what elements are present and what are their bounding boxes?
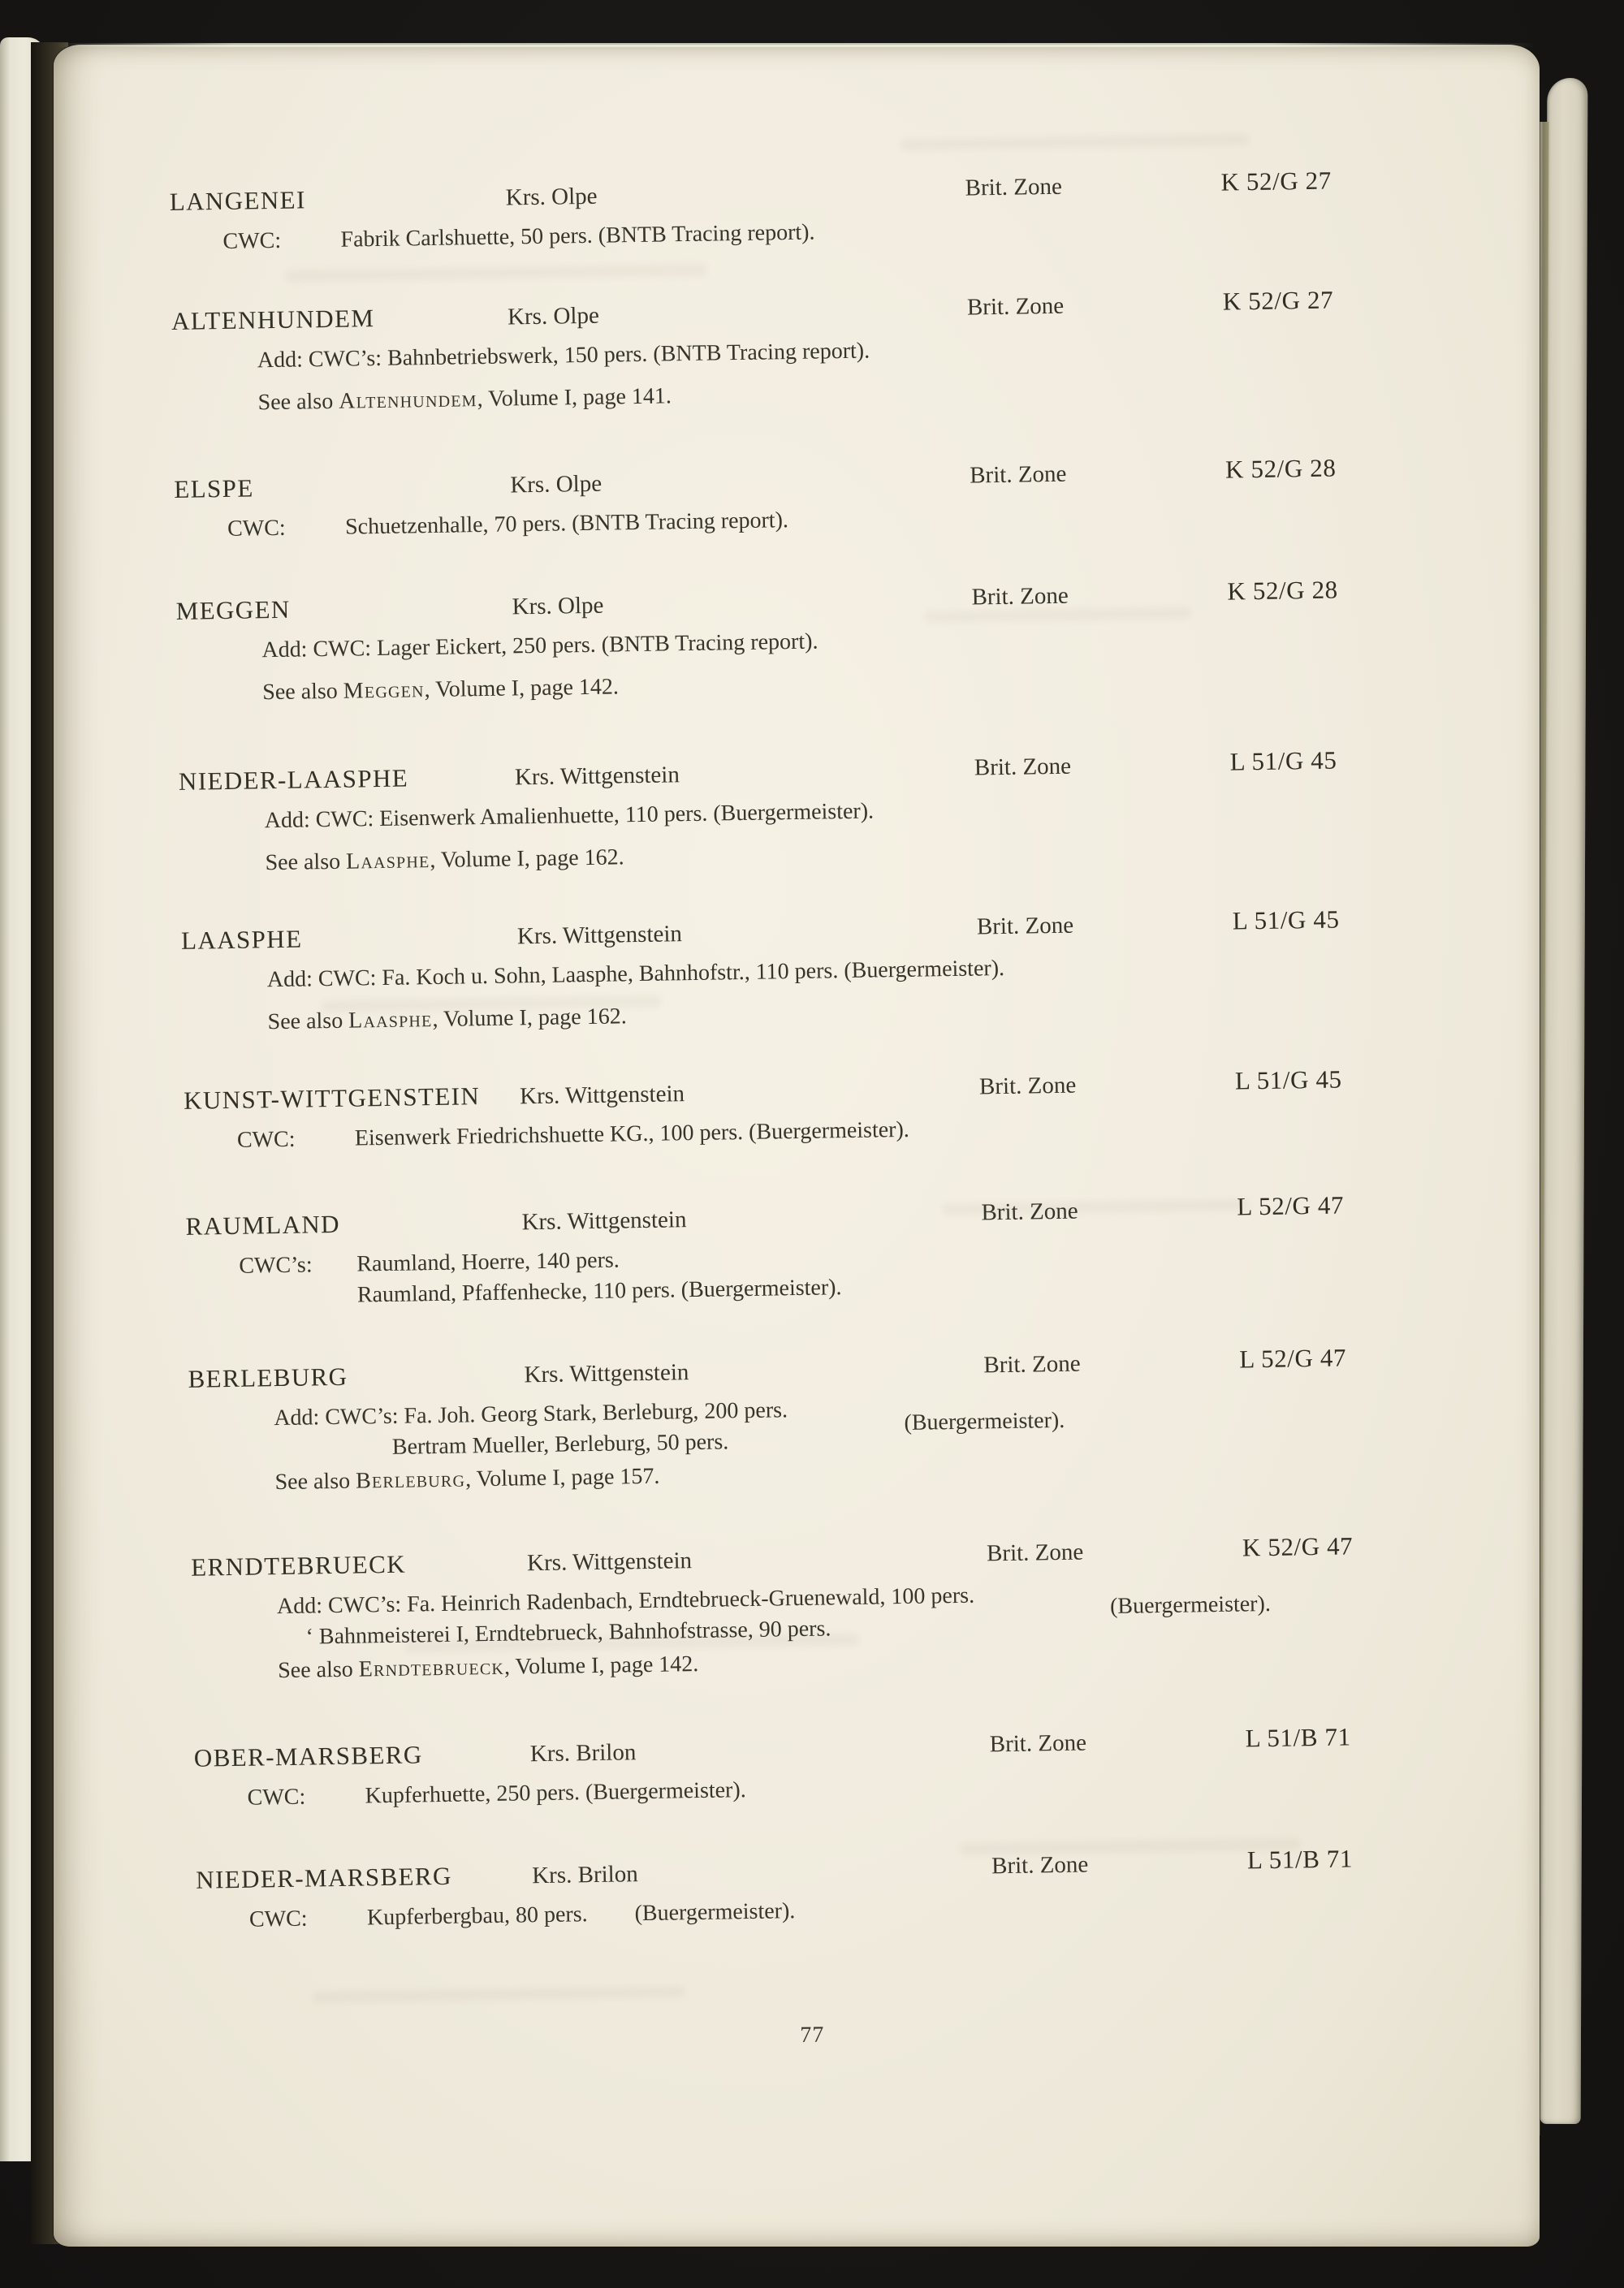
- entry-cwc-line: [222, 220, 814, 255]
- entry-cwc-line-2: Bertram Mueller, Berleburg, 50 pers.: [391, 1429, 729, 1460]
- entry-see-also: [267, 1004, 627, 1035]
- entry-grid-ref: K 52/G 47: [1242, 1531, 1354, 1562]
- entry-add-line: Add: CWC’s: Fa. Heinrich Radenbach, Erndtebrueck-Gruenewald, 100 pers.: [276, 1582, 975, 1620]
- see-also-suffix: , Volume I, page 162.: [432, 1004, 627, 1033]
- entry-grid-ref: K 52/G 28: [1227, 575, 1339, 606]
- entry-source-note: (Buergermeister).: [1109, 1591, 1272, 1620]
- entry-town: ERNDTEBRUECK: [190, 1549, 407, 1582]
- entry-zone: Brit. Zone: [965, 173, 1063, 201]
- entry-cwc-line: [239, 1247, 620, 1279]
- entry-grid-ref: L 51/G 45: [1234, 1064, 1342, 1095]
- see-also-suffix: , Volume I, page 142.: [424, 674, 620, 703]
- cwc-label: CWC:: [222, 227, 282, 254]
- entry-kreis: Krs. Wittgenstein: [514, 762, 680, 791]
- entry-cwc-line-2: ‘ Bahnmeisterei I, Erndtebrueck, Bahnhofstrasse, 90 pers.: [305, 1616, 831, 1650]
- cwc-text: Eisenwerk Friedrichshuette KG., 100 pers. (Buergermeister).: [354, 1116, 910, 1151]
- entry-kreis: Krs. Wittgenstein: [521, 1207, 687, 1236]
- entry-kreis: Krs. Wittgenstein: [519, 1081, 685, 1110]
- entry-grid-ref: K 52/G 27: [1222, 285, 1334, 316]
- entry-kreis: Krs. Wittgenstein: [516, 921, 683, 950]
- cwc-text: Raumland, Hoerre, 140 pers.: [356, 1247, 620, 1277]
- entry-zone: Brit. Zone: [978, 1072, 1077, 1100]
- entry-header: [194, 1723, 1518, 1773]
- cwc-label: CWC:: [227, 515, 286, 542]
- directory-entry: [191, 1532, 1518, 1707]
- cwc-label: CWC:: [248, 1906, 308, 1932]
- entry-zone: Brit. Zone: [989, 1729, 1087, 1758]
- directory-entry: [179, 746, 1505, 922]
- entry-cwc-line: [247, 1777, 746, 1811]
- entry-town: OBER-MARSBERG: [193, 1740, 423, 1772]
- directory-entry: [181, 905, 1508, 1081]
- entry-see-also: [262, 674, 619, 706]
- entry-kreis: Krs. Brilon: [531, 1861, 638, 1889]
- entry-zone: Brit. Zone: [983, 1350, 1081, 1379]
- entry-zone: Brit. Zone: [976, 912, 1074, 940]
- entry-grid-ref: K 52/G 28: [1224, 453, 1337, 484]
- cwc-text: Kupferhuette, 250 pers. (Buergermeister).: [365, 1777, 746, 1809]
- entry-cwc-line: [237, 1117, 909, 1154]
- see-also-name: Laasphe: [345, 848, 430, 874]
- entry-add-line: Add: CWC: Lager Eickert, 250 pers. (BNTB Tracing report).: [261, 628, 818, 663]
- entry-header: [170, 166, 1494, 217]
- entry-kreis: Krs. Olpe: [507, 302, 600, 330]
- entry-kreis: Krs. Olpe: [510, 470, 603, 499]
- see-also-prefix: See also: [265, 848, 347, 876]
- see-also-prefix: See also: [274, 1468, 356, 1496]
- entry-kreis: Krs. Wittgenstein: [524, 1359, 689, 1388]
- entry-town: LAASPHE: [180, 924, 303, 955]
- entry-kreis: Krs. Wittgenstein: [526, 1548, 693, 1577]
- entry-zone: Brit. Zone: [991, 1851, 1089, 1880]
- entry-town: NIEDER-MARSBERG: [195, 1861, 452, 1894]
- entry-grid-ref: L 51/B 71: [1246, 1844, 1354, 1875]
- entry-header: [191, 1532, 1515, 1582]
- see-also-prefix: See also: [262, 678, 344, 706]
- entry-header: [179, 746, 1503, 796]
- entry-grid-ref: L 52/G 47: [1239, 1343, 1347, 1374]
- entry-cwc-line: [227, 507, 788, 542]
- bleed-through-smudge: [901, 133, 1250, 151]
- entry-town: MEGGEN: [175, 594, 291, 625]
- entry-grid-ref: L 51/B 71: [1245, 1722, 1351, 1753]
- see-also-name: Meggen: [343, 677, 425, 704]
- cwc-text: Kupferbergbau, 80 pers.: [366, 1902, 588, 1931]
- entry-cwc-line: [249, 1898, 796, 1933]
- entry-town: LANGENEI: [169, 185, 306, 217]
- page-number: 77: [800, 2022, 825, 2048]
- see-also-name: Altenhundem: [338, 386, 477, 414]
- cwc-text: Fabrik Carlshuette, 50 pers. (BNTB Tracing report).: [340, 219, 815, 253]
- see-also-prefix: See also: [257, 388, 339, 416]
- entry-zone: Brit. Zone: [986, 1539, 1084, 1567]
- entry-kreis: Krs. Olpe: [505, 183, 598, 211]
- cwc-text: Schuetzenhalle, 70 pers. (BNTB Tracing report).: [344, 507, 789, 540]
- entry-add-line: Add: CWC’s: Bahnbetriebswerk, 150 pers. (BNTB Tracing report).: [257, 338, 870, 373]
- book-page: [54, 45, 1540, 2247]
- entry-zone: Brit. Zone: [966, 292, 1065, 321]
- entry-zone: Brit. Zone: [974, 753, 1072, 781]
- entry-source-note: (Buergermeister).: [634, 1898, 796, 1927]
- page-content: [38, 33, 1558, 2258]
- entry-add-line: Add: CWC: Eisenwerk Amalienhuette, 110 pers. (Buergermeister).: [264, 798, 875, 834]
- entry-add-line: Add: CWC’s: Fa. Joh. Georg Stark, Berleburg, 200 pers.: [274, 1397, 788, 1431]
- entry-source-note: (Buergermeister).: [904, 1407, 1065, 1435]
- entry-zone: Brit. Zone: [969, 460, 1067, 489]
- see-also-suffix: , Volume I, page 142.: [503, 1651, 699, 1680]
- directory-entry: [175, 576, 1502, 751]
- entry-town: RAUMLAND: [185, 1209, 341, 1241]
- see-also-name: Laasphe: [348, 1007, 433, 1034]
- entry-grid-ref: L 51/G 45: [1229, 745, 1337, 776]
- see-also-prefix: See also: [277, 1656, 359, 1684]
- entry-cwc-line-2: Raumland, Pfaffenhecke, 110 pers. (Buergermeister).: [356, 1275, 842, 1308]
- entry-town: NIEDER-LAASPHE: [178, 763, 409, 796]
- entry-grid-ref: K 52/G 27: [1220, 166, 1332, 196]
- entry-kreis: Krs. Olpe: [512, 592, 604, 620]
- entry-zone: Brit. Zone: [971, 582, 1069, 611]
- entry-grid-ref: L 52/G 47: [1237, 1190, 1345, 1221]
- see-also-prefix: See also: [267, 1008, 349, 1035]
- entry-kreis: Krs. Brilon: [529, 1739, 637, 1768]
- entry-town: ELSPE: [174, 473, 254, 503]
- cwc-label: CWC:: [247, 1784, 306, 1811]
- entry-town: BERLEBURG: [188, 1362, 348, 1393]
- directory-entry: [196, 1845, 1522, 2020]
- see-also-name: Berleburg: [355, 1466, 466, 1494]
- see-also-suffix: , Volume I, page 141.: [477, 383, 672, 412]
- see-also-name: Erndtebrueck: [358, 1654, 505, 1682]
- see-also-suffix: , Volume I, page 162.: [430, 844, 624, 874]
- entry-zone: Brit. Zone: [981, 1198, 1078, 1226]
- entry-town: KUNST-WITTGENSTEIN: [183, 1081, 481, 1115]
- entry-see-also: [278, 1651, 699, 1684]
- entry-header: [174, 454, 1498, 504]
- directory-entry: [188, 1344, 1514, 1519]
- cwc-label: CWC’s:: [239, 1252, 313, 1279]
- directory-entry: [185, 1191, 1512, 1366]
- entry-town: ALTENHUNDEM: [171, 304, 375, 335]
- cwc-label: CWC:: [236, 1126, 296, 1153]
- see-also-suffix: , Volume I, page 157.: [464, 1463, 660, 1492]
- entry-see-also: [257, 383, 672, 416]
- entry-see-also: [274, 1464, 659, 1496]
- entry-see-also: [265, 844, 624, 876]
- entry-grid-ref: L 51/G 45: [1232, 904, 1340, 935]
- directory-entry: [171, 286, 1498, 461]
- entry-add-line: Add: CWC: Fa. Koch u. Sohn, Laasphe, Bahnhofstr., 110 pers. (Buergermeister).: [266, 955, 1005, 993]
